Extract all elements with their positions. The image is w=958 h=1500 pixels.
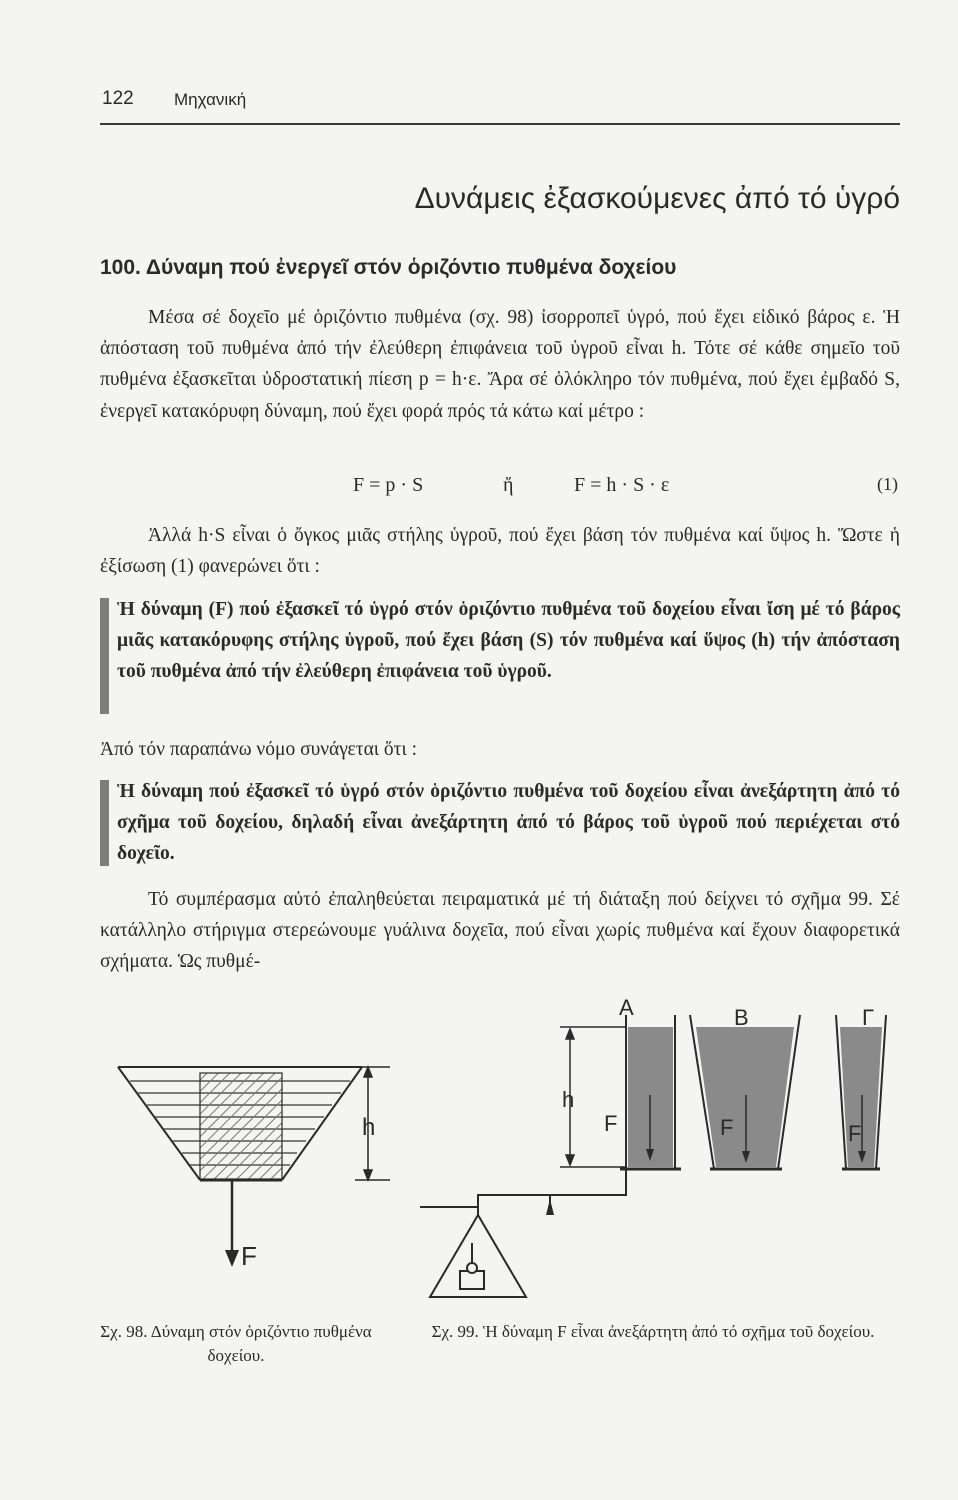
label-f-g: F: [848, 1121, 862, 1146]
funnel-vessel: [118, 1067, 362, 1180]
label-h: h: [562, 1087, 575, 1112]
figure-98-caption: Σχ. 98. Δύναμη στόν ὁριζόντιο πυθμένα δοχείου.: [100, 1322, 372, 1365]
section-title: 100. Δύναμη πού ἐνεργεῖ στόν ὁριζόντιο πυθμένα δοχείου: [100, 256, 677, 279]
header-rule: [100, 123, 900, 125]
label-f: F: [241, 1241, 257, 1271]
label-b: Β: [734, 1005, 749, 1030]
running-head: Μηχανική: [174, 90, 247, 109]
paragraph-1: [100, 302, 900, 427]
label-h: h: [362, 1114, 376, 1141]
formula-left: F = p · S: [353, 474, 424, 496]
label-g: Γ: [862, 1005, 875, 1030]
label-f-b: F: [720, 1115, 734, 1140]
paragraph-4-text: Τό συμπέρασμα αὐτό ἐπαληθεύεται πειραματικά μέ τή διάταξη πού δείχνει τό σχῆμα 99. Σέ κατάλληλο στήριγμα στερεώνουμε γυάλινα δοχεῖα, πού εἶναι χωρίς πυθμένα καί ἔχουν διαφορετικά σχήματα. Ὡς πυθμέ-: [100, 889, 900, 973]
force-arrow: [225, 1180, 239, 1267]
chapter-title: Δυνάμεις ἐξασκούμενες ἀπό τό ὑγρό: [414, 182, 900, 215]
rule-1-text: Ἡ δύναμη (F) πού ἐξασκεῖ τό ὑγρό στόν ὁριζόντιο πυθμένα τοῦ δοχείου εἶναι ἴση μέ τό βάρος μιᾶς κατακόρυφης στήλης ὑγροῦ, πού ἔχει βάση (S) τόν πυθμένα καί ὕψος (h) τήν ἀπόσταση τοῦ πυθμένα ἀπό τήν ἐλεύθερη ἐπιφάνεια τοῦ ὑγροῦ.: [117, 599, 900, 683]
rule-bar: [100, 598, 109, 714]
formula-or: ἤ: [503, 474, 514, 496]
rule-box-2: [117, 776, 900, 870]
paragraph-2: [100, 520, 900, 582]
label-f-a: F: [604, 1111, 618, 1136]
label-a: Α: [619, 995, 634, 1020]
formula: [100, 474, 900, 504]
paragraph-4: [100, 884, 900, 978]
rule-box-1: [117, 594, 900, 688]
paragraph-3: [100, 734, 900, 765]
formula-right: F = h · S · ε: [574, 474, 670, 496]
paragraph-2-text: Ἀλλά h·S εἶναι ὁ ὄγκος μιᾶς στήλης ὑγροῦ, πού ἔχει βάση τόν πυθμένα καί ὕψος h. Ὥστε ἡ ἐξίσωση (1) φανερώνει ὅτι :: [100, 525, 900, 578]
vessel-a: [620, 1015, 681, 1169]
rule-2-text: Ἡ δύναμη πού ἐξασκεῖ τό ὑγρό στόν ὁριζόντιο πυθμένα τοῦ δοχείου εἶναι ἀνεξάρτητη ἀπό τό σχῆμα τοῦ δοχείου, δηλαδή εἶναι ἀνεξάρτητη ἀπό τό βάρος τοῦ ὑγροῦ πού περιέχεται στό δοχεῖο.: [117, 781, 900, 865]
vessel-b: [690, 1015, 800, 1169]
formula-number: (1): [877, 474, 898, 494]
balance-stand: [420, 1169, 626, 1297]
page-number: 122: [102, 88, 134, 109]
figure-99: [400, 985, 900, 1305]
paragraph-1-text: Μέσα σέ δοχεῖο μέ ὁριζόντιο πυθμένα (σχ. 98) ἰσορροπεῖ ὑγρό, πού ἔχει εἰδικό βάρος ε. Ἡ ἀπόσταση τοῦ πυθμένα ἀπό τήν ἐλεύθερη ἐπιφάνεια τοῦ ὑγροῦ εἶναι h. Τότε σέ κάθε σημεῖο τοῦ πυθμένα ἐξασκεῖται ὑδροστατική πίεση p = h·ε. Ἄρα σέ ὁλόκληρο τόν πυθμένα, πού ἔχει ἐμβαδό S, ἐνεργεῖ κατακόρυφη δύναμη, πού ἔχει φορά πρός τά κάτω καί μέτρο :: [100, 307, 900, 422]
page-header: [100, 88, 900, 122]
figure-99-caption: Σχ. 99. Ἡ δύναμη F εἶναι ἀνεξάρτητη ἀπό τό σχῆμα τοῦ δοχείου.: [431, 1322, 875, 1341]
figure-98: [100, 1055, 390, 1315]
paragraph-3-text: Ἀπό τόν παραπάνω νόμο συνάγεται ὅτι :: [100, 739, 418, 760]
rule-bar: [100, 780, 109, 866]
